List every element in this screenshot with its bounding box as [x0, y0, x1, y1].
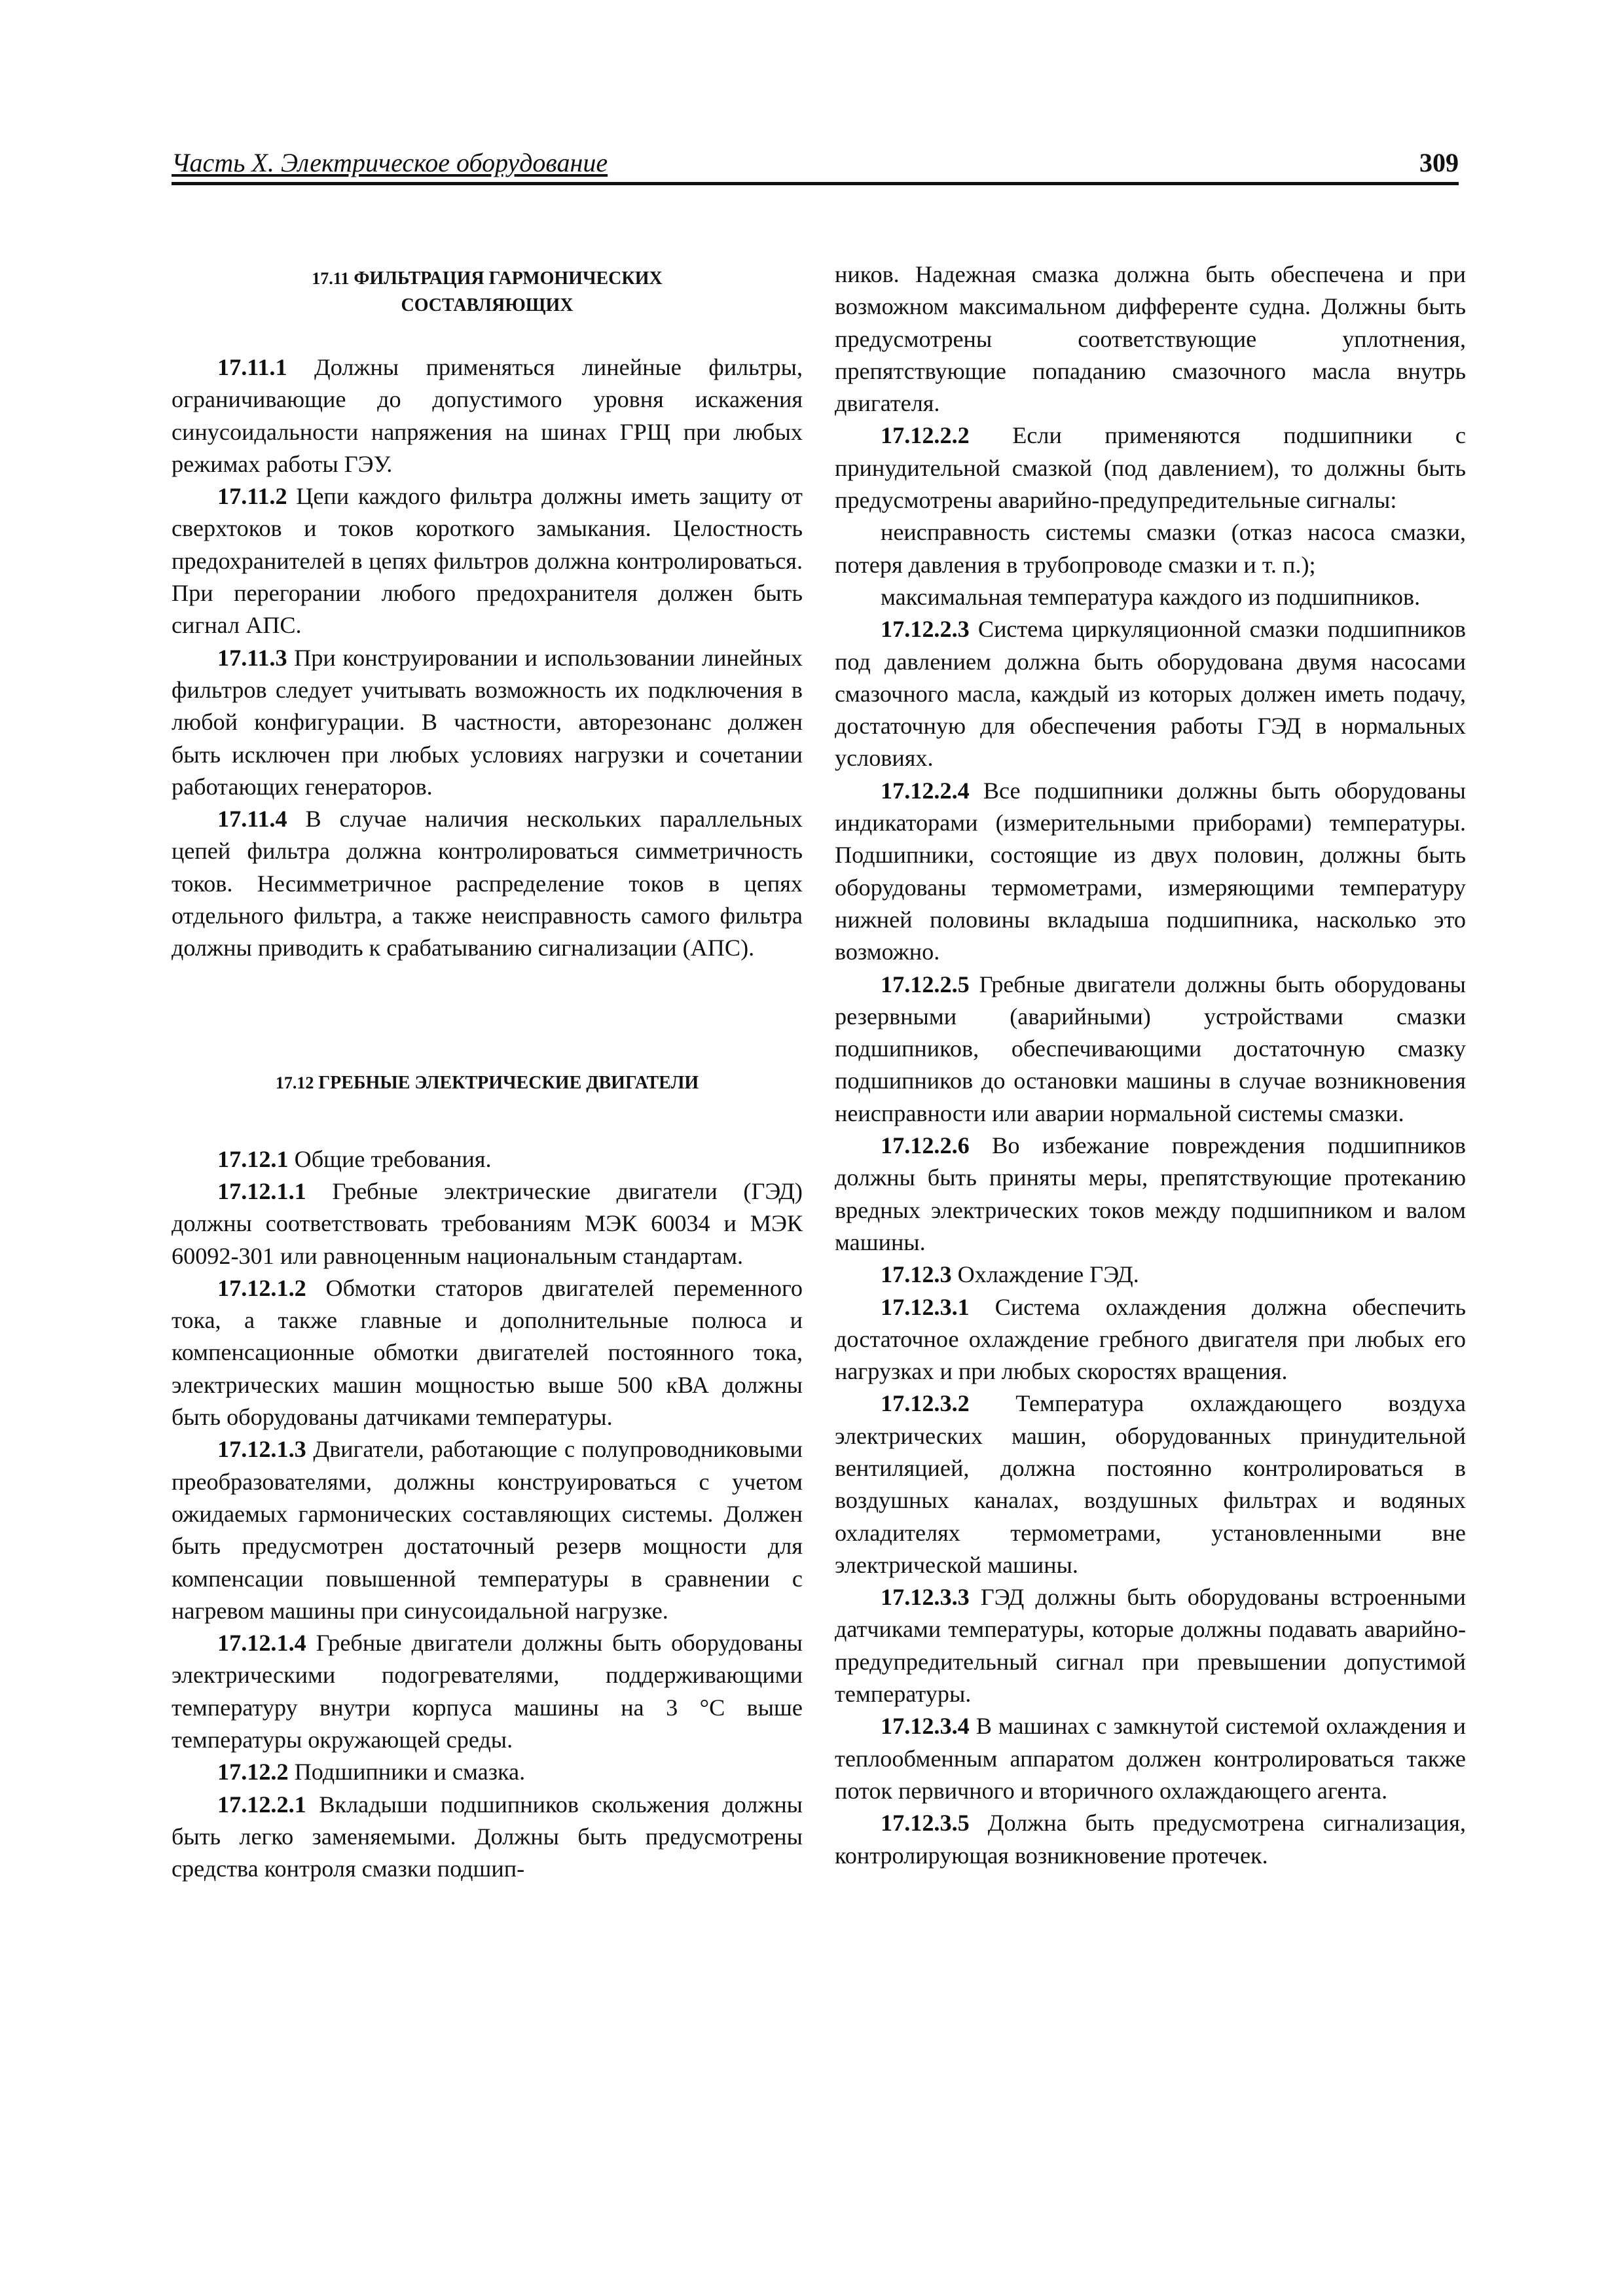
- paragraph: 17.12.2 Подшипники и смазка.: [217, 1759, 526, 1785]
- paragraph: 17.12.3.3 ГЭД должны быть оборудованы встроенными датчиками температуры, которые должны подавать аварийно-предупредительный сигнал при превышении допустимой температуры.: [835, 1584, 1466, 1708]
- paragraph: 17.11.4 В случае наличия нескольких параллельных цепей фильтра должна контролироваться симметричность токов. Несимметричное распределение токов в цепях отдельного фильтра, а также неисправность самого фильтра должны приводить к срабатыванию сигнализации (АПС).: [172, 806, 803, 961]
- paragraph: 17.12.1 Общие требования.: [217, 1145, 492, 1172]
- left-column: [172, 259, 803, 1885]
- paragraph: 17.12.3 Охлаждение ГЭД.: [881, 1261, 1139, 1288]
- paragraph: 17.12.1.1 Гребные электрические двигатели (ГЭД) должны соответствовать требованиям МЭК 60034 и МЭК 60092-301 или равноценным национальным стандартам.: [172, 1177, 803, 1269]
- paragraph: 17.11.2 Цепи каждого фильтра должны иметь защиту от сверхтоков и токов короткого замыкания. Целостность предохранителей в цепях фильтров должна контролироваться. При перегорании любого предохранителя должен быть сигнал АПС.: [172, 483, 803, 639]
- paragraph: 17.11.3 При конструировании и использовании линейных фильтров следует учитывать возможность их подключения в любой конфигурации. В частности, авторезонанс должен быть исключен при любых условиях нагрузки и сочетании работающих генераторов.: [172, 644, 803, 800]
- paragraph: 17.12.2.3 Система циркуляционной смазки подшипников под давлением должна быть оборудована двумя насосами смазочного масла, каждый из которых должен иметь подачу, достаточную для обеспечения работы ГЭД в нормальных условиях.: [835, 616, 1466, 772]
- page-header: [172, 145, 1459, 185]
- section-heading-17-11: 17.11 ФИЛЬТРАЦИЯ ГАРМОНИЧЕСКИХ СОСТАВЛЯЮЩИХ: [312, 268, 663, 315]
- paragraph: 17.12.1.2 Обмотки статоров двигателей переменного тока, а также главные и дополнительные полюса и компенсационные обмотки двигателей постоянного тока, электрических машин мощностью выше 500 кВА должны быть оборудованы датчиками температуры.: [172, 1274, 803, 1431]
- paragraph-continued: ников. Надежная смазка должна быть обеспечена и при возможном максимальном дифференте судна. Должны быть предусмотрены соответствующие уплотнения, препятствующие попаданию смазочного масла внутрь двигателя.: [835, 261, 1466, 417]
- page-number: 309: [1419, 148, 1459, 177]
- right-column: [835, 259, 1466, 1872]
- paragraph: 17.12.2.1 Вкладыши подшипников скольжения должны быть легко заменяемыми. Должны быть предусмотрены средства контроля смазки подшип-: [172, 1791, 803, 1882]
- paragraph: 17.12.3.4 В машинах с замкнутой системой охлаждения и теплообменным аппаратом должен контролироваться также поток первичного и вторичного охлаждающего агента.: [835, 1713, 1466, 1804]
- list-item: максимальная температура каждого из подшипников.: [881, 583, 1421, 610]
- section-heading-17-12: 17.12 ГРЕБНЫЕ ЭЛЕКТРИЧЕСКИЕ ДВИГАТЕЛИ: [275, 1072, 699, 1093]
- paragraph: 17.11.1 Должны применяться линейные фильтры, ограничивающие до допустимого уровня искажения синусоидальности напряжения на шинах ГРЩ при любых режимах работы ГЭУ.: [172, 354, 803, 477]
- running-title: Часть X. Электрическое оборудование: [172, 148, 608, 177]
- list-item: неисправность системы смазки (отказ насоса смазки, потеря давления в трубопроводе смазки и т. п.);: [835, 519, 1466, 578]
- paragraph: 17.12.3.1 Система охлаждения должна обеспечить достаточное охлаждение гребного двигателя при любых его нагрузках и при любых скоростях вращения.: [835, 1293, 1466, 1385]
- paragraph: 17.12.2.4 Все подшипники должны быть оборудованы индикаторами (измерительными приборами) температуры. Подшипники, состоящие из двух половин, должны быть оборудованы термометрами, измеряющими температуру нижней половины вкладыша подшипника, насколько это возможно.: [835, 777, 1466, 965]
- paragraph: 17.12.3.5 Должна быть предусмотрена сигнализация, контролирующая возникновение протечек.: [835, 1810, 1466, 1869]
- paragraph: 17.12.2.5 Гребные двигатели должны быть оборудованы резервными (аварийными) устройствами смазки подшипников, обеспечивающими достаточную смазку подшипников до остановки машины в случае возникновения неисправности или аварии нормальной системы смазки.: [835, 971, 1466, 1126]
- paragraph: 17.12.2.6 Во избежание повреждения подшипников должны быть приняты меры, препятствующие протеканию вредных электрических токов между подшипником и валом машины.: [835, 1132, 1466, 1255]
- paragraph: 17.12.1.4 Гребные двигатели должны быть оборудованы электрическими подогревателями, поддерживающими температуру внутри корпуса машины на 3 °С выше температуры окружающей среды.: [172, 1630, 803, 1753]
- paragraph: 17.12.2.2 Если применяются подшипники с принудительной смазкой (под давлением), то должны быть предусмотрены аварийно-предупредительные сигналы:: [835, 422, 1466, 514]
- paragraph: 17.12.1.3 Двигатели, работающие с полупроводниковыми преобразователями, должны конструироваться с учетом ожидаемых гармонических составляющих системы. Должен быть предусмотрен достаточный резерв мощности для компенсации повышенной температуры в сравнении с нагревом машины при синусоидальной нагрузке.: [172, 1436, 803, 1624]
- paragraph: 17.12.3.2 Температура охлаждающего воздуха электрических машин, оборудованных принудительной вентиляцией, должна постоянно контролироваться в воздушных каналах, воздушных фильтрах и водяных охладителях термометрами, установленными вне электрической машины.: [835, 1390, 1466, 1578]
